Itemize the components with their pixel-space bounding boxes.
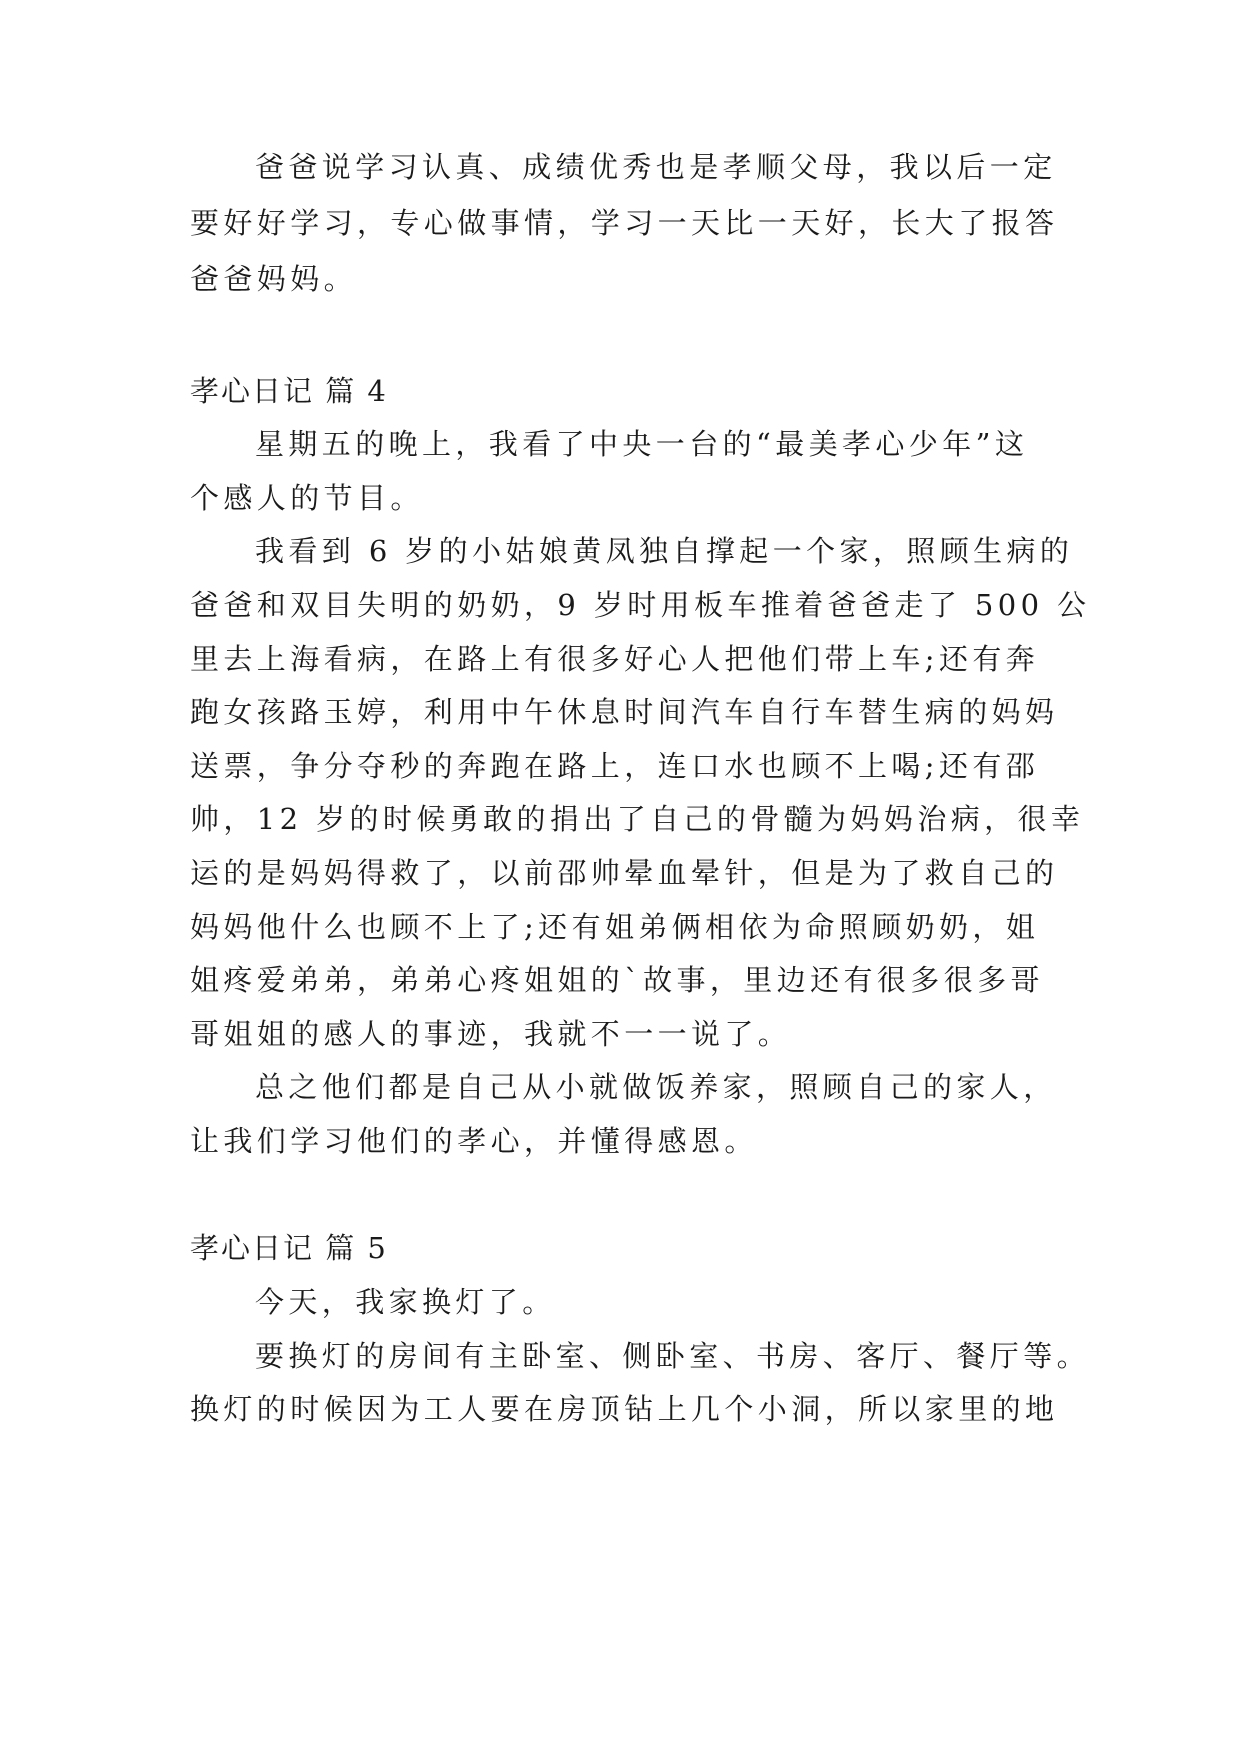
paragraph-line: 送票，争分夺秒的奔跑在路上，连口水也顾不上喝;还有邵	[190, 749, 1040, 783]
paragraph-line: 要换灯的房间有主卧室、侧卧室、书房、客厅、餐厅等。	[255, 1339, 1091, 1373]
paragraph-line: 运的是妈妈得救了，以前邵帅晕血晕针，但是为了救自己的	[190, 856, 1059, 890]
paragraph-line: 换灯的时候因为工人要在房顶钻上几个小洞，所以家里的地	[190, 1392, 1059, 1426]
paragraph-line: 姐疼爱弟弟，弟弟心疼姐姐的`故事，里边还有很多很多哥	[190, 963, 1044, 997]
paragraph-line: 我看到 6 岁的小姑娘黄凤独自撑起一个家，照顾生病的	[255, 534, 1074, 568]
paragraph-line: 让我们学习他们的孝心，并懂得感恩。	[190, 1124, 758, 1158]
paragraph-line: 星期五的晚上，我看了中央一台的“最美孝心少年”这	[255, 427, 1029, 461]
paragraph-line: 里去上海看病，在路上有很多好心人把他们带上车;还有奔	[190, 642, 1040, 676]
paragraph-line: 爸爸和双目失明的奶奶，9 岁时用板车推着爸爸走了 500 公	[190, 588, 1091, 622]
paragraph-line: 爸爸妈妈。	[190, 262, 358, 296]
paragraph-line: 妈妈他什么也顾不上了;还有姐弟俩相依为命照顾奶奶，姐	[190, 910, 1040, 944]
paragraph-line: 要好好学习，专心做事情，学习一天比一天好，长大了报答	[190, 206, 1059, 240]
paragraph-line: 跑女孩路玉婷，利用中午休息时间汽车自行车替生病的妈妈	[190, 695, 1059, 729]
section-heading: 孝心日记 篇 5	[190, 1231, 388, 1265]
paragraph-line: 个感人的节目。	[190, 481, 424, 515]
section-heading: 孝心日记 篇 4	[190, 374, 388, 408]
paragraph-line: 哥姐姐的感人的事迹，我就不一一说了。	[190, 1017, 792, 1051]
paragraph-line: 爸爸说学习认真、成绩优秀也是孝顺父母，我以后一定	[255, 150, 1057, 184]
paragraph-line: 今天，我家换灯了。	[255, 1285, 556, 1319]
paragraph-line: 总之他们都是自己从小就做饭养家，照顾自己的家人，	[255, 1070, 1057, 1104]
paragraph-line: 帅，12 岁的时候勇敢的捐出了自己的骨髓为妈妈治病，很幸	[190, 802, 1085, 836]
